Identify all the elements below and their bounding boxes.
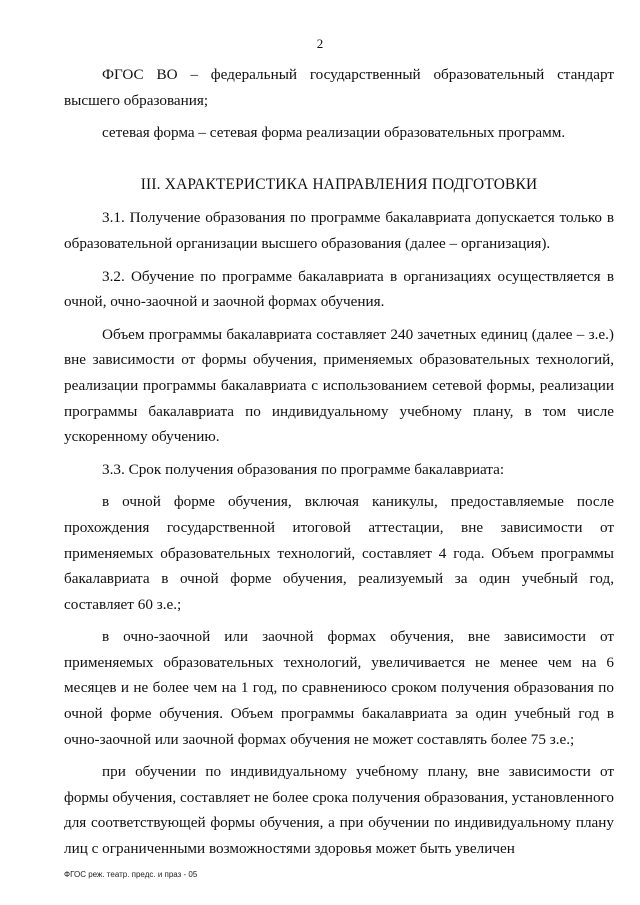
section-title: III. ХАРАКТЕРИСТИКА НАПРАВЛЕНИЯ ПОДГОТОВКИ — [140, 175, 538, 193]
definition-network-form: сетевая форма – сетевая форма реализации образовательных программ. — [102, 124, 566, 142]
paragraph-individual-plan: при обучении по индивидуальному учебному плану, вне зависимости от формы обучения, составляет не более срока получения образования, установленного для соответствующей формы обучения, а при обучении по индивидуальному плану лиц с ограниченными возможностями здоровья может быть увеличен — [64, 763, 614, 858]
page-number: 2 — [316, 36, 324, 51]
paragraph-part-time: в очно-заочной или заочной формах обучения, вне зависимости от применяемых образовательных технологий, увеличивается не менее чем на 6 месяцев и не более чем на 1 год, по сравнениюсо сроком получения образования по очной форме обучения. Объем программы бакалавриата за один учебный год в очно-заочной или заочной формах обучения не может составлять более 75 з.е.; — [64, 628, 614, 748]
footer-note: ФГОС реж. театр. предс. и праз - 05 — [64, 870, 198, 879]
paragraph-3-2: 3.2. Обучение по программе бакалавриата в организациях осуществляется в очной, очно-заочной и заочной формах обучения. — [64, 267, 614, 311]
paragraph-3-3: 3.3. Срок получения образования по программе бакалавриата: — [102, 460, 505, 478]
paragraph-volume: Объем программы бакалавриата составляет 240 зачетных единиц (далее – з.е.) вне зависимости от формы обучения, применяемых образовательных технологий, реализации программы бакалавриата с использованием сетевой формы, реализации программы бакалавриата по индивидуальному учебному плану, в том числе ускоренному обучению. — [64, 325, 614, 446]
paragraph-3-1: 3.1. Получение образования по программе бакалавриата допускается только в образовательной организации высшего образования (далее – организация). — [64, 209, 614, 252]
paragraph-full-time: в очной форме обучения, включая каникулы, предоставляемые после прохождения государственной итоговой аттестации, вне зависимости от применяемых образовательных технологий, составляет 4 года. Объем программы бакалавриата в очной форме обучения, реализуемый за один учебный год, составляет 60 з.е.; — [64, 493, 614, 613]
definition-fgos: ФГОС ВО – федеральный государственный образовательный стандарт высшего образования; — [64, 66, 614, 109]
document-body — [64, 62, 614, 862]
